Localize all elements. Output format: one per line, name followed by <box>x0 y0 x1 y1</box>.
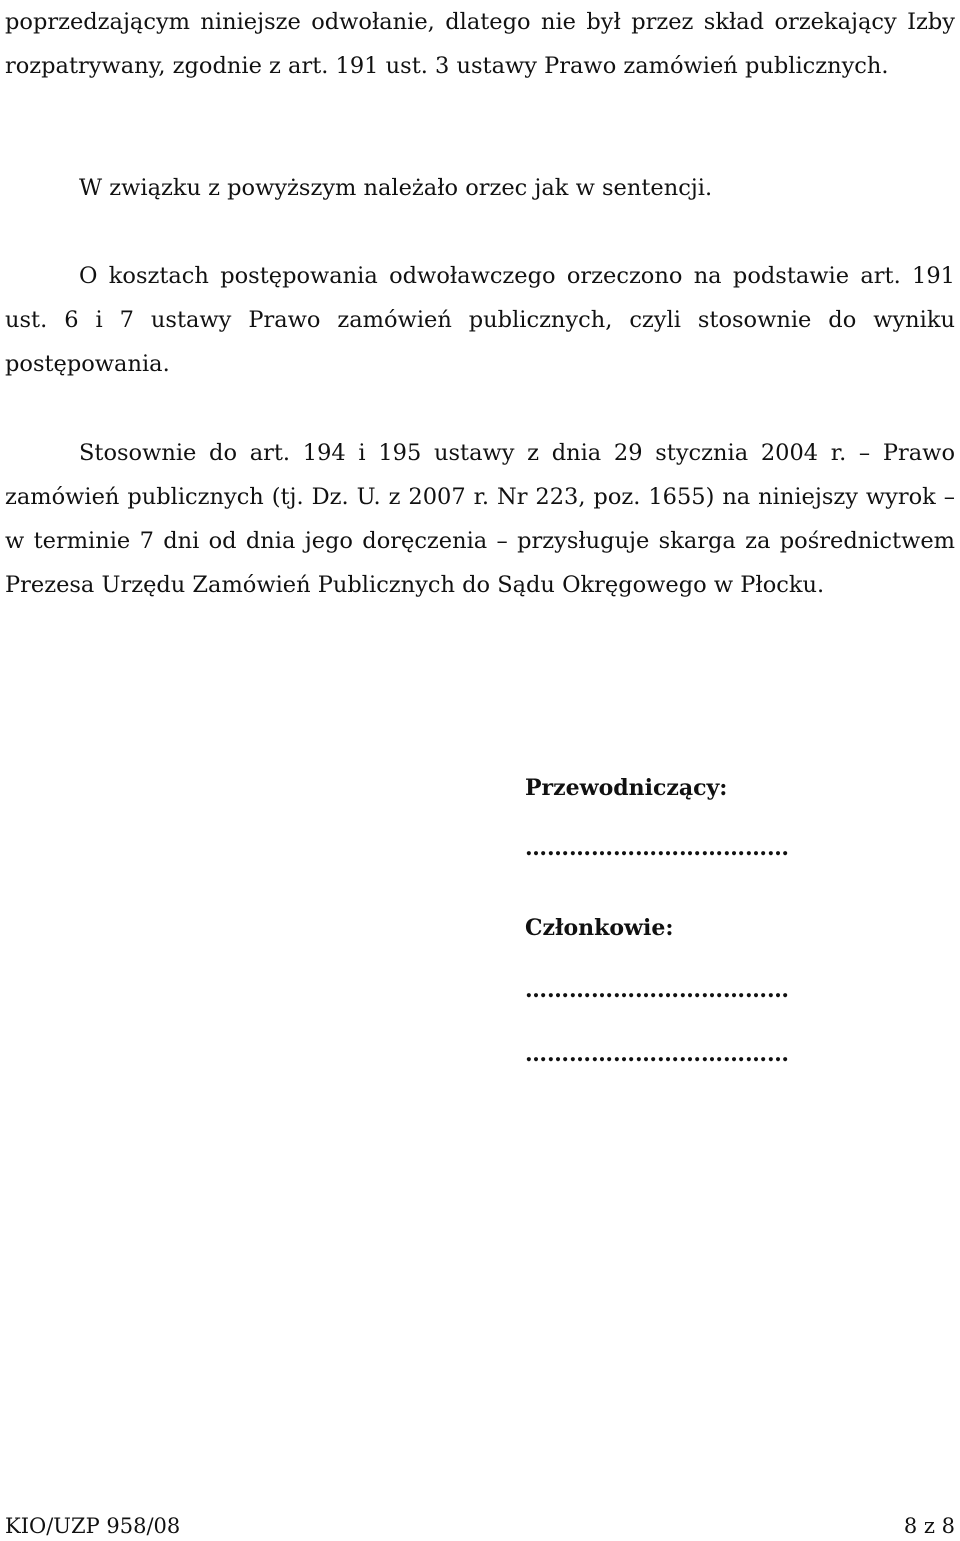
case-number: KIO/UZP 958/08 <box>5 1514 181 1538</box>
chair-label: Przewodniczący: <box>525 775 728 801</box>
member-signature-line: ……………………………… <box>525 1041 789 1067</box>
page-footer <box>5 1514 955 1538</box>
paragraph-continuation: poprzedzającym niniejsze odwołanie, dlatego nie był przez skład orzekający Izby rozpatrywany, zgodnie z art. 191 ust. 3 ustawy Prawo zamówień publicznych. <box>5 9 955 79</box>
members-label: Członkowie: <box>525 915 674 941</box>
chair-signature-line: ……………………………… <box>525 835 789 861</box>
paragraph-appeal-instruction: Stosownie do art. 194 i 195 ustawy z dnia 29 stycznia 2004 r. – Prawo zamówień publicznych (tj. Dz. U. z 2007 r. Nr 223, poz. 1655) na niniejszy wyrok – w terminie 7 dni od dnia jego doręczenia – przysługuje skarga za pośrednictwem Prezesa Urzędu Zamówień Publicznych do Sądu Okręgowego w Płocku. <box>5 440 955 598</box>
paragraph-costs: O kosztach postępowania odwoławczego orzeczono na podstawie art. 191 ust. 6 i 7 ustawy Prawo zamówień publicznych, czyli stosownie do wyniku postępowania. <box>5 263 955 377</box>
paragraph-conclusion: W związku z powyższym należało orzec jak w sentencji. <box>79 175 713 201</box>
member-signature-line: ……………………………… <box>525 977 789 1003</box>
page-number: 8 z 8 <box>903 1514 955 1538</box>
